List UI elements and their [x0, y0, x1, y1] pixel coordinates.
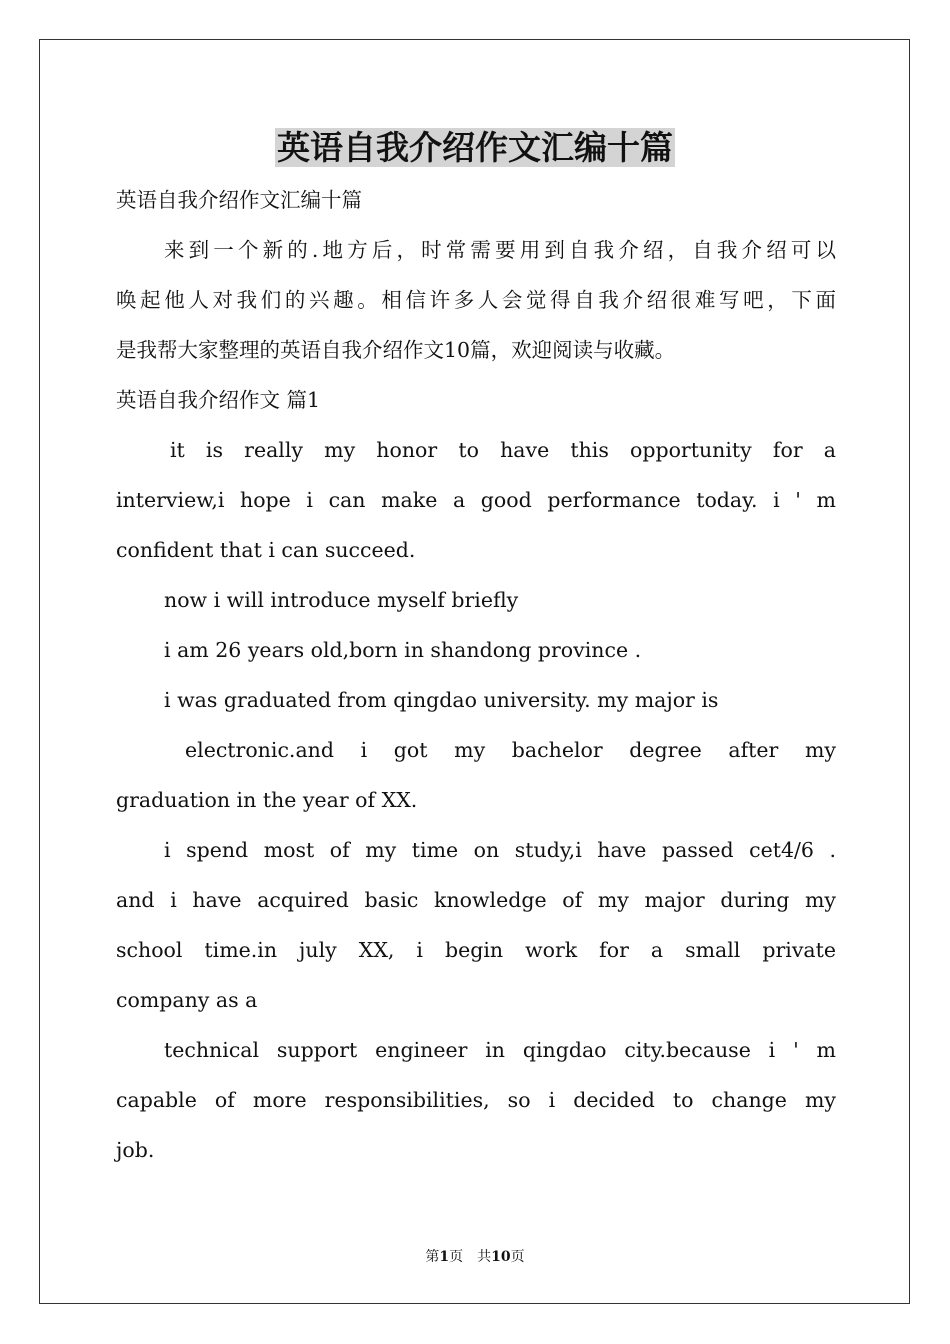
section-heading: 英语自我介绍作文 篇1: [116, 388, 321, 412]
essay-line: i was graduated from qingdao university. my major is: [164, 688, 719, 712]
intro-line: 来到一个新的.地方后，时常需要用到自我介绍，自我介绍可以: [164, 238, 836, 262]
essay-line: capable of more responsibilities, so i decided to change my: [116, 1088, 836, 1112]
document-title: [0, 126, 950, 170]
essay-line: i spend most of my time on study,i have passed cet4/6 .: [164, 838, 836, 862]
essay-line: interview,i hope i can make a good performance today. i ' m: [116, 488, 836, 512]
intro-line: 唤起他人对我们的兴趣。相信许多人会觉得自我介绍很难写吧，下面: [116, 288, 836, 312]
page-prefix: 第: [425, 1249, 440, 1265]
essay-line: electronic.and i got my bachelor degree after my: [185, 738, 836, 762]
essay-line: and i have acquired basic knowledge of my major during my: [116, 888, 836, 912]
essay-line: school time.in july XX, i begin work for a small private: [116, 938, 836, 962]
intro-line: 是我帮大家整理的英语自我介绍作文10篇，欢迎阅读与收藏。: [116, 338, 676, 362]
essay-line: job.: [116, 1138, 155, 1162]
total-prefix: 共: [477, 1249, 492, 1265]
document-body: [116, 175, 836, 1175]
total-suffix: 页: [510, 1249, 525, 1265]
page-suffix: 页: [449, 1249, 464, 1265]
essay-line: i am 26 years old,born in shandong province .: [164, 638, 642, 662]
total-page-number: 10: [491, 1249, 511, 1265]
essay-line: technical support engineer in qingdao city.because i ' m: [164, 1038, 836, 1062]
essay-line: now i will introduce myself briefly: [164, 588, 519, 612]
subtitle-line: 英语自我介绍作文汇编十篇: [116, 188, 362, 212]
essay-line: it is really my honor to have this opportunity for a: [170, 438, 836, 462]
page-footer: [0, 1245, 950, 1269]
essay-line: company as a: [116, 988, 258, 1012]
current-page-number: 1: [439, 1249, 450, 1265]
title-text: 英语自我介绍作文汇编十篇: [277, 128, 673, 167]
essay-line: confident that i can succeed.: [116, 538, 416, 562]
essay-line: graduation in the year of XX.: [116, 788, 418, 812]
